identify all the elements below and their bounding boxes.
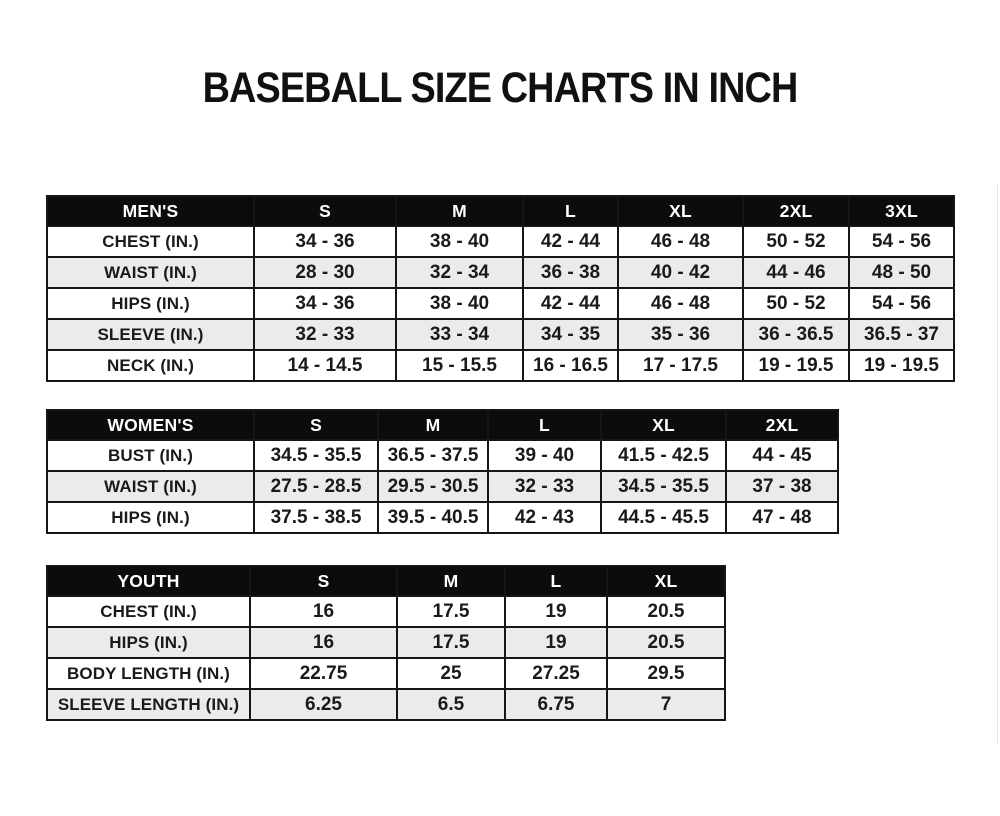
- womens-size-table: [46, 409, 839, 534]
- size-value-cell: 6.25: [250, 689, 397, 720]
- size-value-cell: 54 - 56: [849, 226, 954, 257]
- table-row: [47, 319, 954, 350]
- measurement-label: WAIST (IN.): [47, 471, 254, 502]
- header-row: [47, 410, 838, 440]
- size-value-cell: 29.5: [607, 658, 725, 689]
- size-column-header: S: [250, 566, 397, 596]
- size-value-cell: 17.5: [397, 627, 505, 658]
- scan-edge-artifact: [997, 184, 998, 744]
- size-column-header: L: [523, 196, 618, 226]
- size-column-header: XL: [618, 196, 743, 226]
- table-row: [47, 350, 954, 381]
- size-value-cell: 25: [397, 658, 505, 689]
- measurement-label: NECK (IN.): [47, 350, 254, 381]
- size-column-header: L: [505, 566, 607, 596]
- size-value-cell: 39.5 - 40.5: [378, 502, 488, 533]
- size-value-cell: 47 - 48: [726, 502, 838, 533]
- size-value-cell: 39 - 40: [488, 440, 601, 471]
- size-value-cell: 36 - 38: [523, 257, 618, 288]
- size-value-cell: 54 - 56: [849, 288, 954, 319]
- size-value-cell: 38 - 40: [396, 288, 523, 319]
- size-value-cell: 44 - 45: [726, 440, 838, 471]
- size-value-cell: 35 - 36: [618, 319, 743, 350]
- measurement-label: CHEST (IN.): [47, 226, 254, 257]
- size-column-header: L: [488, 410, 601, 440]
- size-value-cell: 48 - 50: [849, 257, 954, 288]
- table-row: [47, 502, 838, 533]
- size-value-cell: 19: [505, 596, 607, 627]
- size-column-header: S: [254, 196, 396, 226]
- size-value-cell: 28 - 30: [254, 257, 396, 288]
- size-value-cell: 14 - 14.5: [254, 350, 396, 381]
- size-column-header: M: [396, 196, 523, 226]
- size-value-cell: 36.5 - 37: [849, 319, 954, 350]
- measurement-label: WAIST (IN.): [47, 257, 254, 288]
- table-row: [47, 689, 725, 720]
- size-value-cell: 22.75: [250, 658, 397, 689]
- table-title-cell: WOMEN'S: [47, 410, 254, 440]
- size-value-cell: 29.5 - 30.5: [378, 471, 488, 502]
- size-charts-container: [0, 195, 1000, 721]
- size-column-header: XL: [607, 566, 725, 596]
- size-value-cell: 27.5 - 28.5: [254, 471, 378, 502]
- size-value-cell: 15 - 15.5: [396, 350, 523, 381]
- table-row: [47, 257, 954, 288]
- header-row: [47, 566, 725, 596]
- size-value-cell: 42 - 44: [523, 288, 618, 319]
- table-row: [47, 596, 725, 627]
- size-value-cell: 42 - 43: [488, 502, 601, 533]
- size-value-cell: 16: [250, 627, 397, 658]
- size-value-cell: 19 - 19.5: [849, 350, 954, 381]
- table-row: [47, 288, 954, 319]
- size-value-cell: 20.5: [607, 596, 725, 627]
- size-value-cell: 27.25: [505, 658, 607, 689]
- table-title-cell: YOUTH: [47, 566, 250, 596]
- size-value-cell: 44 - 46: [743, 257, 849, 288]
- size-value-cell: 50 - 52: [743, 288, 849, 319]
- measurement-label: SLEEVE LENGTH (IN.): [47, 689, 250, 720]
- measurement-label: BODY LENGTH (IN.): [47, 658, 250, 689]
- size-column-header: XL: [601, 410, 726, 440]
- table-row: [47, 440, 838, 471]
- size-value-cell: 6.75: [505, 689, 607, 720]
- size-value-cell: 46 - 48: [618, 226, 743, 257]
- size-value-cell: 34 - 35: [523, 319, 618, 350]
- size-column-header: M: [397, 566, 505, 596]
- size-column-header: S: [254, 410, 378, 440]
- size-value-cell: 38 - 40: [396, 226, 523, 257]
- size-value-cell: 42 - 44: [523, 226, 618, 257]
- youth-size-table: [46, 565, 726, 721]
- size-column-header: M: [378, 410, 488, 440]
- size-value-cell: 20.5: [607, 627, 725, 658]
- size-value-cell: 41.5 - 42.5: [601, 440, 726, 471]
- size-value-cell: 36.5 - 37.5: [378, 440, 488, 471]
- size-value-cell: 32 - 33: [488, 471, 601, 502]
- size-value-cell: 17.5: [397, 596, 505, 627]
- header-row: [47, 196, 954, 226]
- size-value-cell: 19: [505, 627, 607, 658]
- size-value-cell: 34 - 36: [254, 226, 396, 257]
- size-value-cell: 32 - 34: [396, 257, 523, 288]
- size-value-cell: 17 - 17.5: [618, 350, 743, 381]
- size-value-cell: 40 - 42: [618, 257, 743, 288]
- size-value-cell: 36 - 36.5: [743, 319, 849, 350]
- size-value-cell: 32 - 33: [254, 319, 396, 350]
- table-row: [47, 658, 725, 689]
- measurement-label: HIPS (IN.): [47, 627, 250, 658]
- table-title-cell: MEN'S: [47, 196, 254, 226]
- size-column-header: 2XL: [743, 196, 849, 226]
- size-value-cell: 19 - 19.5: [743, 350, 849, 381]
- size-value-cell: 37 - 38: [726, 471, 838, 502]
- size-value-cell: 7: [607, 689, 725, 720]
- size-value-cell: 50 - 52: [743, 226, 849, 257]
- size-column-header: 2XL: [726, 410, 838, 440]
- size-value-cell: 33 - 34: [396, 319, 523, 350]
- table-row: [47, 627, 725, 658]
- size-value-cell: 34.5 - 35.5: [254, 440, 378, 471]
- size-value-cell: 6.5: [397, 689, 505, 720]
- measurement-label: SLEEVE (IN.): [47, 319, 254, 350]
- size-value-cell: 46 - 48: [618, 288, 743, 319]
- table-row: [47, 471, 838, 502]
- measurement-label: HIPS (IN.): [47, 502, 254, 533]
- size-value-cell: 34.5 - 35.5: [601, 471, 726, 502]
- size-value-cell: 16 - 16.5: [523, 350, 618, 381]
- page-title: BASEBALL SIZE CHARTS IN INCH: [202, 64, 798, 112]
- measurement-label: CHEST (IN.): [47, 596, 250, 627]
- size-value-cell: 44.5 - 45.5: [601, 502, 726, 533]
- mens-size-table: [46, 195, 955, 382]
- size-value-cell: 16: [250, 596, 397, 627]
- measurement-label: HIPS (IN.): [47, 288, 254, 319]
- size-column-header: 3XL: [849, 196, 954, 226]
- size-chart-page: [0, 64, 1000, 816]
- measurement-label: BUST (IN.): [47, 440, 254, 471]
- size-value-cell: 37.5 - 38.5: [254, 502, 378, 533]
- table-row: [47, 226, 954, 257]
- size-value-cell: 34 - 36: [254, 288, 396, 319]
